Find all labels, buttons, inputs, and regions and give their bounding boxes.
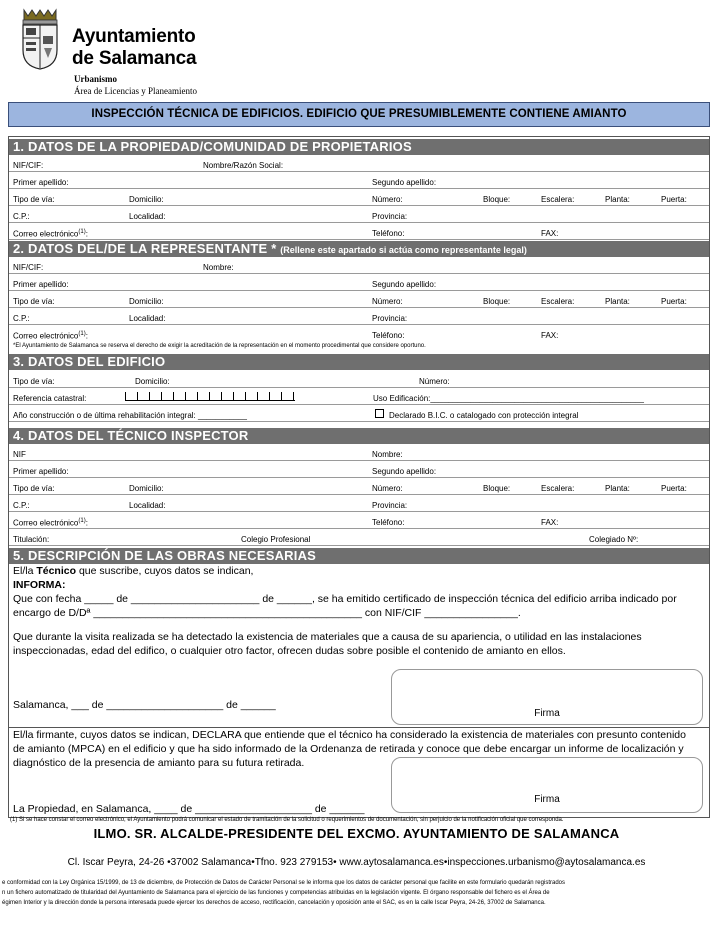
s2-email-footnote-ref: (1) <box>78 331 86 337</box>
section-4-title: 4. DATOS DEL TÉCNICO INSPECTOR <box>13 428 249 443</box>
s2-locality-field[interactable]: Localidad: <box>129 314 166 323</box>
s5-finding-line2: inspeccionadas, edad del edifico, o cualquier otro factor, ofrecen dudas sobre posible el contenido de amianto en ellos. <box>13 645 566 657</box>
department: Urbanismo <box>74 74 118 84</box>
form-body <box>8 136 710 818</box>
s1-email-footnote-ref: (1) <box>78 229 86 235</box>
s2-phone-field[interactable]: Teléfono: <box>372 331 405 340</box>
s4-phone-field[interactable]: Teléfono: <box>372 518 405 527</box>
s5-divider <box>9 727 709 728</box>
s2-name-field[interactable]: Nombre: <box>203 263 234 272</box>
s1-row-locality <box>9 206 709 223</box>
s1-fax-field[interactable]: FAX: <box>541 229 559 238</box>
s4-row-surnames <box>9 461 709 478</box>
s4-second-surname-field[interactable]: Segundo apellido: <box>372 467 437 476</box>
s4-postcode-field[interactable]: C.P.: <box>13 501 30 510</box>
section-3-title: 3. DATOS DEL EDIFICIO <box>13 354 166 369</box>
s4-floor-field[interactable]: Planta: <box>605 484 630 493</box>
s5-owner-date[interactable]: La Propiedad, en Salamanca, ____ de ____________________ de ______ <box>13 803 365 815</box>
s3-bic-checkbox[interactable] <box>375 409 384 418</box>
s2-street-type-field[interactable]: Tipo de vía: <box>13 297 55 306</box>
email-footnote: (1) Si se hace constar el correo electrónico, el Ayuntamiento podrá comunicar el estado de tramitación de la solicitud o requerimientos de documentación, sin perjuicio de la notificación oficial que corresponda. <box>10 817 564 823</box>
s2-email-label: Correo electrónico <box>13 331 79 341</box>
s1-address-field[interactable]: Domicilio: <box>129 195 164 204</box>
s4-street-type-field[interactable]: Tipo de vía: <box>13 484 55 493</box>
section-1-header <box>9 139 709 155</box>
s2-door-field[interactable]: Puerta: <box>661 297 687 306</box>
inspector-signature-box[interactable] <box>391 669 703 725</box>
s2-nif-field[interactable]: NIF/CIF: <box>13 263 44 272</box>
s1-email-field[interactable] <box>13 229 88 239</box>
s5-date-line[interactable]: Que con fecha _____ de ______________________ de ______, se ha emitido certificado de inspección técnica del edificio arriba indicado por <box>13 593 677 605</box>
s5-declaration-line2: de amianto (MPCA) en el edificio y que ha sido informado de la Ordenanza de retirada y conoce que debe encargar un informe de localización y <box>13 743 684 755</box>
org-name-line2: de Salamanca <box>72 48 197 69</box>
s2-floor-field[interactable]: Planta: <box>605 297 630 306</box>
s2-address-field[interactable]: Domicilio: <box>129 297 164 306</box>
s5-declaration-line3: diagnóstico de la presencia de amianto para su futura retirada. <box>13 757 305 769</box>
s1-postcode-field[interactable]: C.P.: <box>13 212 30 221</box>
s4-door-field[interactable]: Puerta: <box>661 484 687 493</box>
s1-block-field[interactable]: Bloque: <box>483 195 511 204</box>
section-4-header <box>9 428 709 444</box>
s1-nif-field[interactable]: NIF/CIF: <box>13 161 44 170</box>
s4-block-field[interactable]: Bloque: <box>483 484 511 493</box>
s5-intro-c: que suscribe, cuyos datos se indican, <box>76 565 254 577</box>
s3-number-field[interactable]: Número: <box>419 377 450 386</box>
s4-email-colon: : <box>85 518 88 528</box>
s3-address-field[interactable]: Domicilio: <box>135 377 170 386</box>
s1-first-surname-field[interactable]: Primer apellido: <box>13 178 69 187</box>
s1-row-contact <box>9 223 709 240</box>
s2-row-address <box>9 291 709 308</box>
s1-second-surname-field[interactable]: Segundo apellido: <box>372 178 437 187</box>
s2-block-field[interactable]: Bloque: <box>483 297 511 306</box>
area: Área de Licencias y Planeamiento <box>74 86 197 96</box>
section-2-header <box>9 241 709 257</box>
s2-first-surname-field[interactable]: Primer apellido: <box>13 280 69 289</box>
s4-row-address <box>9 478 709 495</box>
s2-row-locality <box>9 308 709 325</box>
s1-email-colon: : <box>85 229 88 239</box>
s2-stair-field[interactable]: Escalera: <box>541 297 575 306</box>
privacy-notice-line1: e conformidad con la Ley Orgánica 15/1999, de 13 de diciembre, de Protección de Datos de Carácter Personal se le informa que los datos de carácter personal que facilite en este formulario quedarán registrados <box>2 880 565 886</box>
s1-row-nif <box>9 155 709 172</box>
s3-street-type-field[interactable]: Tipo de vía: <box>13 377 55 386</box>
s5-inspector-date[interactable]: Salamanca, ___ de ____________________ de ______ <box>13 699 276 711</box>
s3-year-field[interactable]: Año construcción o de última rehabilitación integral: ___________ <box>13 411 247 420</box>
s4-email-label: Correo electrónico <box>13 518 79 528</box>
s4-locality-field[interactable]: Localidad: <box>129 501 166 510</box>
s2-email-field[interactable] <box>13 331 88 341</box>
section-5-title: 5. DESCRIPCIÓN DE LAS OBRAS NECESARIAS <box>13 548 317 563</box>
s2-province-field[interactable]: Provincia: <box>372 314 408 323</box>
s2-footnote: *El Ayuntamiento de Salamanca se reserva el derecho de exigir la acreditación de la representación en el momento procedimental que considere oportuno. <box>13 343 426 349</box>
s5-declaration-line1: El/la firmante, cuyos datos se indican, DECLARA que entiende que el técnico ha considerado la existencia de materiales con presunto contenido <box>13 729 686 741</box>
s5-informa: INFORMA: <box>13 579 66 591</box>
section-2-note: (Rellene este apartado si actúa como representante legal) <box>280 245 527 255</box>
s1-phone-field[interactable]: Teléfono: <box>372 229 405 238</box>
s5-intro-a: El/la <box>13 565 37 577</box>
s3-row-year <box>9 405 709 422</box>
s5-intro-b: Técnico <box>36 565 77 577</box>
s4-name-field[interactable]: Nombre: <box>372 450 403 459</box>
s4-email-footnote-ref: (1) <box>78 518 86 524</box>
s1-name-field[interactable]: Nombre/Razón Social: <box>203 161 284 170</box>
s4-college-field[interactable]: Colegio Profesional <box>241 535 311 544</box>
contact-address: Cl. Iscar Peyra, 24-26 •37002 Salamanca•Tfno. 923 279153• www.aytosalamanca.es•inspecciones.urbanismo@aytosalamanca.es <box>67 857 646 868</box>
s2-second-surname-field[interactable]: Segundo apellido: <box>372 280 437 289</box>
s2-email-colon: : <box>85 331 88 341</box>
s2-row-nif <box>9 257 709 274</box>
s4-number-field[interactable]: Número: <box>372 484 403 493</box>
s5-client-line[interactable]: encargo de D/Dª ______________________________________________ con NIF/CIF ________________. <box>13 607 521 619</box>
s3-row-cadastral <box>9 388 709 405</box>
s1-floor-field[interactable]: Planta: <box>605 195 630 204</box>
s4-address-field[interactable]: Domicilio: <box>129 484 164 493</box>
s4-qualification-field[interactable]: Titulación: <box>13 535 50 544</box>
s2-row-surnames <box>9 274 709 291</box>
s1-stair-field[interactable]: Escalera: <box>541 195 575 204</box>
s2-postcode-field[interactable]: C.P.: <box>13 314 30 323</box>
s4-row-nif <box>9 444 709 461</box>
s4-stair-field[interactable]: Escalera: <box>541 484 575 493</box>
s1-street-type-field[interactable]: Tipo de vía: <box>13 195 55 204</box>
section-5-header <box>9 548 709 564</box>
s4-nif-field[interactable]: NIF <box>13 450 26 459</box>
s1-row-surnames <box>9 172 709 189</box>
inspector-signature-label: Firma <box>534 708 560 719</box>
s1-door-field[interactable]: Puerta: <box>661 195 687 204</box>
s3-use-field[interactable]: Uso Edificación:________________________________________________ <box>373 394 644 403</box>
s3-cadastral-ref-label: Referencia catastral: <box>13 394 87 403</box>
s4-row-qualification <box>9 529 709 546</box>
s4-row-locality <box>9 495 709 512</box>
s4-row-contact <box>9 512 709 529</box>
s1-row-address <box>9 189 709 206</box>
s1-number-field[interactable]: Número: <box>372 195 403 204</box>
s4-province-field[interactable]: Provincia: <box>372 501 408 510</box>
s3-row-address <box>9 371 709 388</box>
s4-email-field[interactable] <box>13 518 88 528</box>
s3-bic-label: Declarado B.I.C. o catalogado con protección integral <box>389 411 579 420</box>
s2-fax-field[interactable]: FAX: <box>541 331 559 340</box>
privacy-notice-line3: égimen Interior y la dirección donde la persona interesada puede ejercer los derechos de acceso, rectificación, cancelación y oposición ante el SAC, es en la calle Iscar Peyra, 24-26, 37002 de Salamanca. <box>2 900 546 906</box>
coat-of-arms-icon <box>18 8 62 70</box>
s2-number-field[interactable]: Número: <box>372 297 403 306</box>
s3-cadastral-ref-boxes[interactable] <box>125 392 295 401</box>
section-3-header <box>9 354 709 370</box>
owner-signature-box[interactable] <box>391 757 703 813</box>
s2-row-contact <box>9 325 709 342</box>
addressee: ILMO. SR. ALCALDE-PRESIDENTE DEL EXCMO. AYUNTAMIENTO DE SALAMANCA <box>93 826 620 841</box>
s5-finding-line1: Que durante la visita realizada se ha detectado la existencia de materiales que a causa de su apariencia, o utilidad en las instalaciones <box>13 631 642 643</box>
owner-signature-label: Firma <box>534 794 560 805</box>
org-name-line1: Ayuntamiento <box>72 26 196 47</box>
letterhead <box>14 6 314 102</box>
section-1-title: 1. DATOS DE LA PROPIEDAD/COMUNIDAD DE PROPIETARIOS <box>13 139 412 154</box>
s4-fax-field[interactable]: FAX: <box>541 518 559 527</box>
section-2-title: 2. DATOS DEL/DE LA REPRESENTANTE * <box>13 241 277 256</box>
s4-member-number-field[interactable]: Colegiado Nº: <box>589 535 639 544</box>
s1-locality-field[interactable]: Localidad: <box>129 212 166 221</box>
form-title: INSPECCIÓN TÉCNICA DE EDIFICIOS. EDIFICIO QUE PRESUMIBLEMENTE CONTIENE AMIANTO <box>8 102 710 127</box>
s4-first-surname-field[interactable]: Primer apellido: <box>13 467 69 476</box>
s5-intro <box>13 565 253 577</box>
privacy-notice-line2: n un fichero automatizado de titularidad del Ayuntamiento de Salamanca para el ejercicio de las funciones y competencias atribuidas en la legislación vigente. El órgano responsable del fichero es el Área de <box>2 890 550 896</box>
s1-email-label: Correo electrónico <box>13 229 79 239</box>
s1-province-field[interactable]: Provincia: <box>372 212 408 221</box>
